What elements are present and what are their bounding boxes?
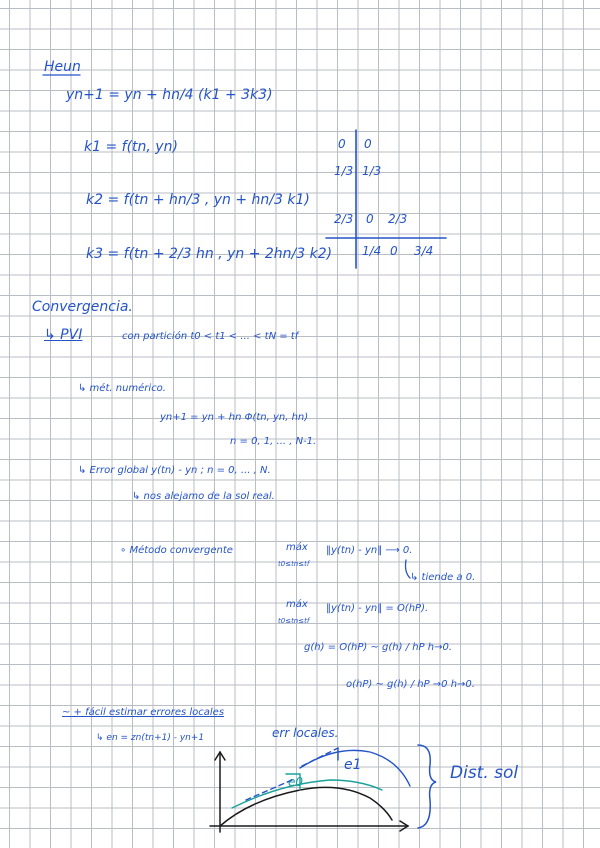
tends-note: ↳ tiende a 0. [410, 572, 476, 583]
heun-formula: yn+1 = yn + hn/4 (k1 + 3k3) [66, 87, 273, 103]
norm-order: ‖y(tn) - yn‖ = O(hP). [326, 603, 429, 614]
tableau-cell: 2/3 [334, 212, 354, 226]
global-error: ↳ Error global y(tn) - yn ; n = 0, ... , N. [78, 465, 271, 476]
max-label: máx [286, 542, 308, 553]
tableau-cell: 1/4 [362, 244, 382, 258]
range-label: t0≤tn≤tf [278, 560, 310, 568]
e1-label: e1 [344, 757, 362, 773]
distance-note: ↳ nos alejamo de la sol real. [132, 491, 275, 502]
little-o-definition: o(hP) ~ g(h) / hP →0 h→0. [346, 679, 475, 690]
tableau-cell: 1/3 [334, 164, 354, 178]
k2-formula: k2 = f(tn + hn/3 , yn + hn/3 k1) [86, 192, 310, 208]
tableau-cell: 3/4 [414, 244, 434, 258]
k3-formula: k3 = f(tn + 2/3 hn , yn + 2hn/3 k2) [86, 246, 333, 262]
tableau-cell: 0 [366, 212, 374, 226]
tableau-cell: 0 [364, 137, 372, 151]
partition-text: con partición t0 < t1 < ... < tN = tf [122, 331, 299, 342]
norm-limit: ‖y(tn) - yn‖ ⟶ 0. [326, 545, 413, 556]
local-error-formula: ↳ en = zn(tn+1) - yn+1 [96, 733, 205, 743]
heun-title: Heun [44, 59, 81, 75]
err-locales-label: err locales. [272, 726, 339, 740]
tableau-cell: 0 [338, 137, 346, 151]
max-label: máx [286, 599, 308, 610]
method-label: ↳ mét. numérico. [78, 383, 166, 394]
e0-label: e0 [288, 775, 304, 789]
k1-formula: k1 = f(tn, yn) [84, 139, 178, 155]
tableau-cell: 1/3 [362, 164, 382, 178]
big-o-definition: g(h) = O(hP) ~ g(h) / hP h→0. [304, 642, 453, 653]
tableau-cell: 0 [390, 244, 398, 258]
local-errors-note: ~ + fácil estimar errores locales [62, 707, 225, 718]
dist-sol-label: Dist. sol [450, 763, 519, 783]
convergent-method: ∘ Método convergente [120, 545, 233, 556]
convergence-title: Convergencia. [32, 299, 133, 315]
method-formula: yn+1 = yn + hn Φ(tn, yn, hn) [160, 412, 309, 423]
pvi-label: ↳ PVI [44, 327, 83, 343]
tableau-cell: 2/3 [388, 212, 408, 226]
method-range: n = 0, 1, ... , N-1. [230, 436, 317, 447]
range-label: t0≤tn≤tf [278, 617, 310, 625]
